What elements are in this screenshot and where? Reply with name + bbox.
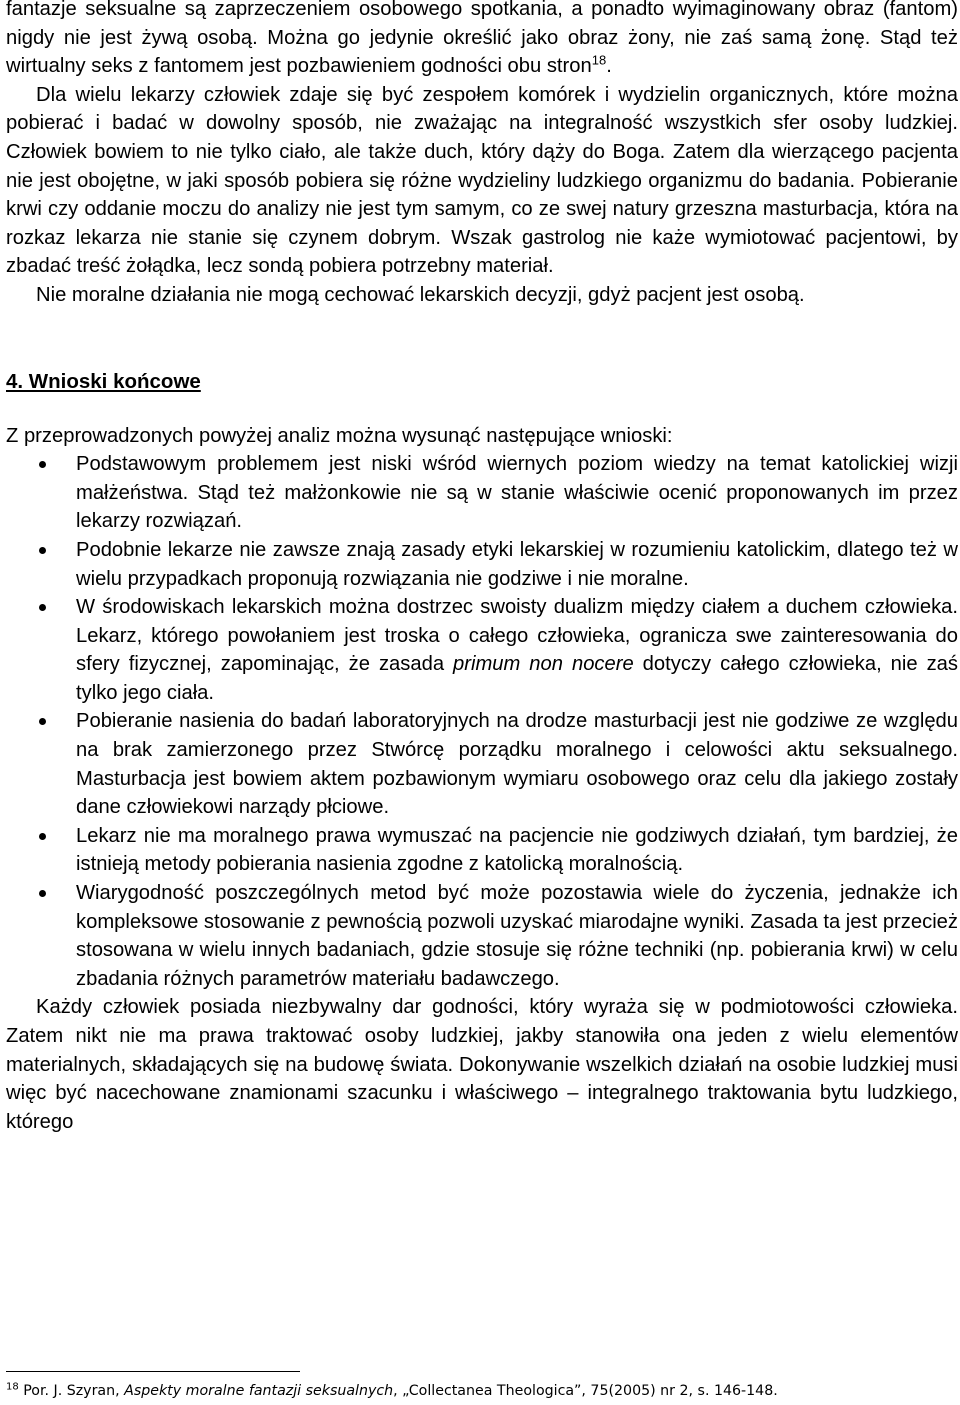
section-heading: 4. Wnioski końcowe	[6, 369, 201, 393]
bullet-icon	[39, 833, 46, 840]
latin-phrase: primum non nocere	[453, 653, 634, 676]
paragraph-2: Dla wielu lekarzy człowiek zdaje się być zespołem komórek i wydzielin organicznych, które można pobierać i badać w dowolny sposób, nie zważając na integralność wszystkich sfer osoby ludzkiej. Człowiek bowiem to nie tylko ciało, ale także duch, który dąży do Boga. Zatem dla wierzącego pacjenta nie jest obojętne, w jaki sposób pobiera się różne wydzieliny ludzkiego organizmu do badania. Pobieranie krwi czy oddanie moczu do analizy nie jest tym samym, co ze swej natury grzeszna masturbacja, która na rozkaz lekarza nie stanie się czynem dobrym. Wszak gastrolog nie każe wymiotować pacjentowi, by zbadać treść żołądka, lecz sondą pobiera potrzebny materiał.	[6, 83, 958, 278]
conclusion-text: Lekarz nie ma moralnego prawa wymuszać na pacjencie nie godziwych działań, tym bardziej, że istnieją metody pobierania nasienia zgodne z katolicką moralnością.	[76, 824, 958, 876]
footnote	[6, 1382, 956, 1400]
conclusion-text: Wiarygodność poszczególnych metod być może pozostawia wiele do życzenia, jednakże ich kompleksowe stosowanie z pewnością pozwoli uzyskać miarodajne wyniki. Zasada ta jest przecież stosowana w wielu innych badaniach, gdzie stosuje się różne techniki (np. pobierania krwi) w celu zbadania różnych parametrów materiału badawczego.	[76, 882, 958, 990]
conclusion-text-after: dotyczy całego człowieka, nie zaś tylko jego ciała.	[76, 653, 959, 704]
conclusion-text: Podobnie lekarze nie zawsze znają zasady etyki lekarskiej w rozumieniu katolickim, dlatego też w wielu przypadkach proponują rozwiązania nie godziwe i nie moralne.	[76, 538, 958, 590]
closing-paragraph: Każdy człowiek posiada niezbywalny dar godności, który wyraża się w podmiotowości człowieka. Zatem nikt nie ma prawa traktować osoby ludzkiej, jakby stanowiła ona jeden z wielu elementów materialnych, składających się na budowę świata. Dokonywanie wszelkich działań na osobie ludzkiej musi więc być nacechowane znamionami szacunku i właściwego – integralnego traktowania bytu ludzkiego, którego	[6, 996, 958, 1133]
conclusion-text: Podstawowym problemem jest niski wśród wiernych poziom wiedzy na temat katolickiej wizji małżeństwa. Stąd też małżonkowie nie są w stanie właściwie ocenić proponowanych im przez lekarzy rozwiązań.	[76, 453, 958, 533]
footnote-divider	[6, 1371, 300, 1372]
document-page	[6, 0, 958, 1136]
bullet-icon	[39, 604, 46, 611]
list-item	[6, 536, 958, 593]
list-item	[6, 822, 958, 879]
conclusion-text-before: W środowiskach lekarskich można dostrzec swoisty dualizm między ciałem a duchem człowieka. Lekarz, którego powołaniem jest troska o całego człowieka, ogranicza swe zainteresowania do sfery fizycznej, zapominając, że zasada	[76, 596, 958, 676]
bullet-icon	[39, 547, 46, 554]
bullet-icon	[39, 890, 46, 897]
paragraph-3: Nie moralne działania nie mogą cechować lekarskich decyzji, gdyż pacjent jest osobą.	[36, 283, 805, 306]
list-item	[6, 707, 958, 821]
paragraph-1-end: .	[606, 55, 612, 78]
section-intro: Z przeprowadzonych powyżej analiz można wysunąć następujące wnioski:	[6, 424, 673, 447]
list-item	[6, 450, 958, 536]
list-item	[6, 593, 958, 707]
bullet-icon	[39, 461, 46, 468]
footnote-number: 18	[6, 1381, 19, 1393]
footnote-text-before: Por. J. Szyran,	[18, 1383, 125, 1399]
footnote-title: Aspekty moralne fantazji seksualnych	[124, 1383, 394, 1399]
list-item	[6, 879, 958, 993]
footnote-text-after: , „Collectanea Theologica”, 75(2005) nr 2, s. 146-148.	[393, 1383, 778, 1399]
paragraph-1-text: fantazje seksualne są zaprzeczeniem osobowego spotkania, a ponadto wyimaginowany obraz (fantom) nigdy nie jest żywą osobą. Można go jedynie określić jako obraz żony, nie zaś samą żonę. Stąd też wirtualny seks z fantomem jest pozbawieniem godności obu stron	[6, 0, 958, 78]
conclusions-list	[6, 450, 958, 993]
bullet-icon	[39, 718, 46, 725]
conclusion-text: Pobieranie nasienia do badań laboratoryjnych na drodze masturbacji jest nie godziwe ze względu na brak zamierzonego przez Stwórcę porządku moralnego i celowości aktu seksualnego. Masturbacja jest bowiem aktem pozbawionym wymiaru osobowego oraz celu dla jakiego zostały dane człowiekowi narządy płciowe.	[76, 710, 958, 819]
paragraph-1	[6, 0, 958, 81]
footnote-ref-18[interactable]: 18	[591, 52, 607, 68]
